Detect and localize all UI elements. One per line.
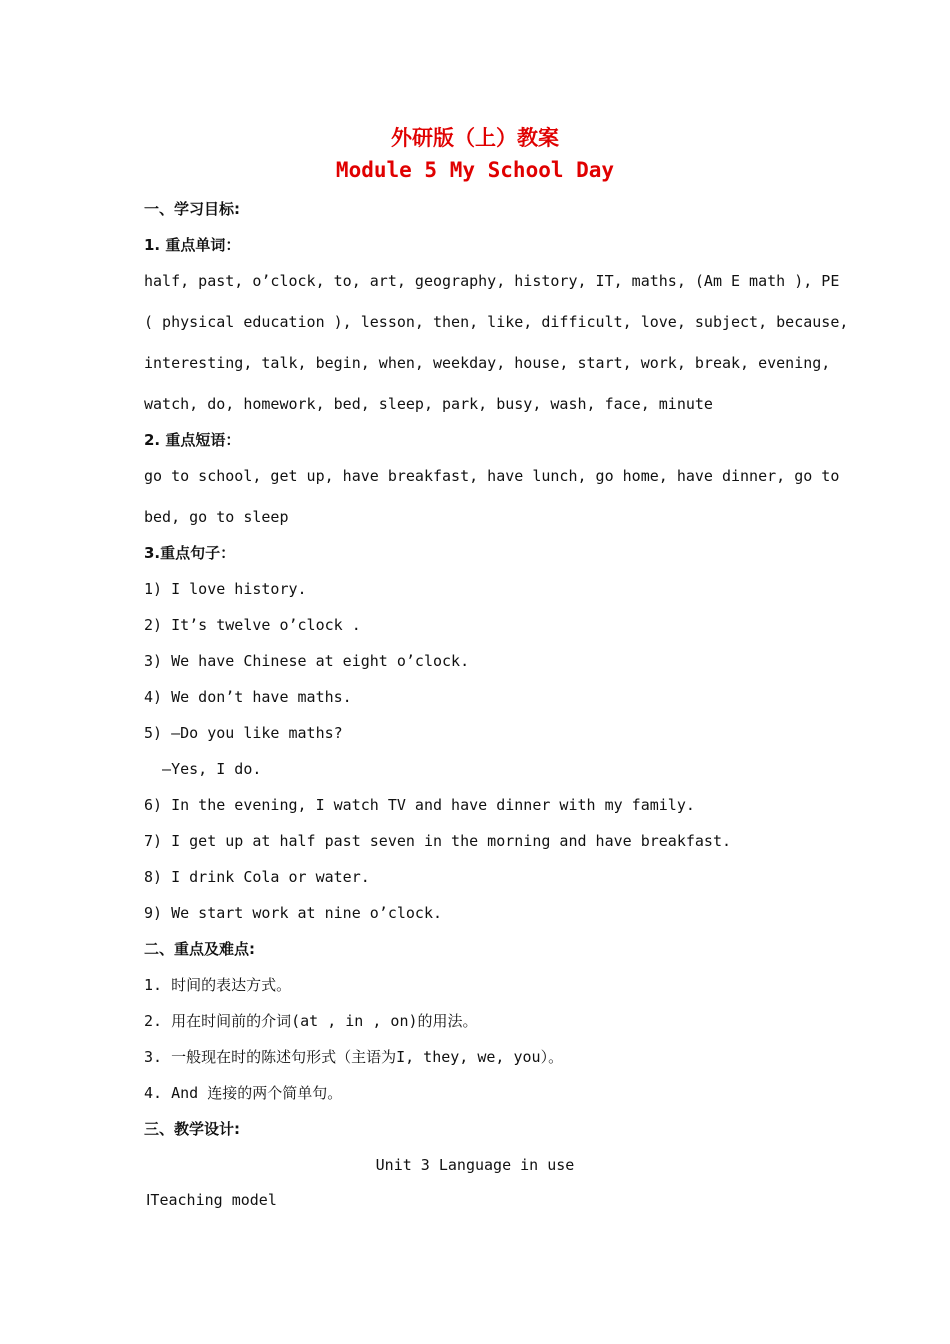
sentence-item: 3) We have Chinese at eight o’clock. [144,652,470,670]
sentence-item: 6) In the evening, I watch TV and have dinner with my family. [144,796,695,814]
key-words-line: watch, do, homework, bed, sleep, park, busy, wash, face, minute [144,395,713,413]
difficulty-item: 1. 时间的表达方式。 [144,976,292,994]
key-phrases-line: bed, go to sleep [144,508,289,526]
sentence-item: 4) We don’t have maths. [144,688,352,706]
sentence-item: 2) It’s twelve o’clock . [144,616,361,634]
difficulty-item: 4. And 连接的两个简单句。 [144,1084,343,1102]
difficulty-item: 2. 用在时间前的介词(at , in , on)的用法。 [144,1012,478,1030]
document-title-module: Module 5 My School Day [335,158,615,182]
document-title-chinese: 外研版（上）教案 [391,126,559,150]
key-phrases-heading: 2. 重点短语： [144,431,241,449]
key-sentences-heading: 3.重点句子： [144,544,236,562]
sentence-item: 9) We start work at nine o’clock. [144,904,443,922]
section-1-heading: 一、学习目标: [144,200,240,218]
key-words-heading: 1. 重点单词： [144,236,241,254]
sentence-item: 1) I love history. [144,580,307,598]
key-words-line: ( physical education ), lesson, then, like, difficult, love, subject, because, [144,313,849,331]
difficulty-item: 3. 一般现在时的陈述句形式（主语为I, they, we, you）。 [144,1048,564,1066]
section-2-heading: 二、重点及难点: [144,940,255,958]
key-phrases-line: go to school, get up, have breakfast, have lunch, go home, have dinner, go to [144,467,840,485]
sentence-item: —Yes, I do. [144,760,262,778]
sentence-item: 7) I get up at half past seven in the morning and have breakfast. [144,832,731,850]
key-words-line: half, past, o’clock, to, art, geography, history, IT, maths, (Am E math ), PE [144,272,840,290]
sentence-item: 5) —Do you like maths? [144,724,343,742]
sentence-item: 8) I drink Cola or water. [144,868,370,886]
key-words-line: interesting, talk, begin, when, weekday, house, start, work, break, evening, [144,354,831,372]
teaching-model-heading: ⅠTeaching model [146,1191,277,1209]
unit-title: Unit 3 Language in use [375,1156,575,1174]
section-3-heading: 三、教学设计: [144,1120,240,1138]
